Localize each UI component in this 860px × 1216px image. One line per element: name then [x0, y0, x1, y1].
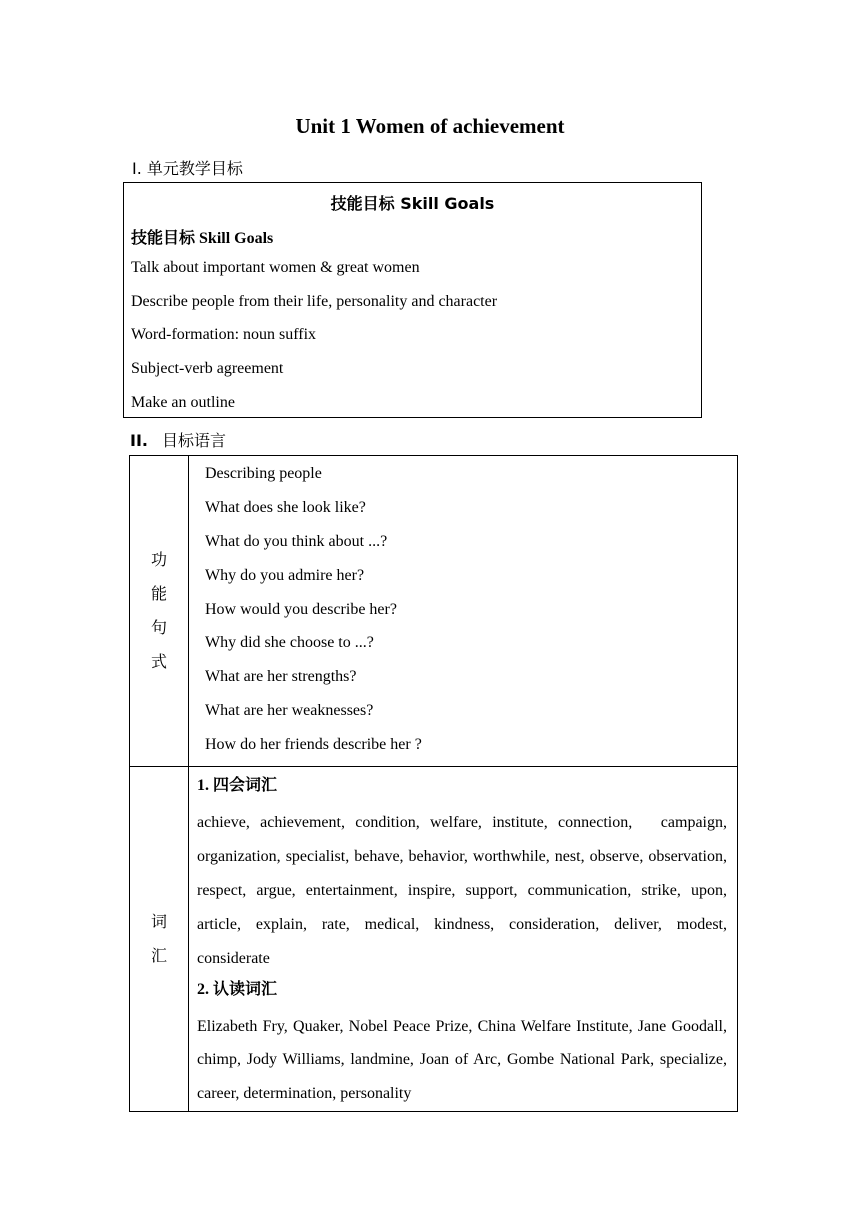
vocab-group1-words: achieve, achievement, condition, welfare, institute, connection, campaign, organization, specialist, behave, behavior, worthwhile, nest, observe, observation, respect, argue, entertainment, inspire, support, communication, strike, upon, article, explain, rate, medical, kindness, consideration, deliver, modest, considerate — [197, 814, 727, 967]
function-sentence: What do you think about ...? — [205, 532, 388, 550]
document-title: Unit 1 Women of achievement — [295, 114, 565, 138]
vocab-group2-words: Elizabeth Fry, Quaker, Nobel Peace Prize, China Welfare Institute, Jane Goodall, chimp, Jody Williams, landmine, Joan of Arc, Gombe National Park, specialize, career, determination, personality — [197, 1017, 727, 1103]
vocabulary-row — [130, 767, 738, 1112]
section2-heading: II. 目标语言 — [130, 431, 226, 450]
target-language-table — [129, 455, 738, 1112]
function-sentence: What does she look like? — [205, 498, 366, 516]
skill-goals-box — [123, 182, 702, 418]
skill-goals-subtitle: 技能目标 Skill Goals — [131, 228, 274, 247]
section1-heading: Ⅰ. 单元教学目标 — [132, 159, 243, 178]
functions-content — [189, 456, 738, 767]
skill-goals-box-title: 技能目标 Skill Goals — [330, 194, 495, 213]
function-sentence: Why do you admire her? — [205, 566, 365, 584]
function-sentence: Why did she choose to ...? — [205, 634, 374, 652]
skill-goal-item: Describe people from their life, personality and character — [131, 293, 498, 310]
skill-goal-item: Make an outline — [131, 394, 235, 411]
function-sentence: What are her weaknesses? — [205, 702, 374, 720]
vocab-group2-heading: 2. 认读词汇 — [197, 978, 278, 998]
functions-row — [130, 456, 738, 767]
functions-label: 功 能 句 式 — [130, 456, 189, 767]
function-sentence: How would you describe her? — [205, 600, 397, 618]
vocabulary-label: 词 汇 — [130, 767, 189, 1112]
function-sentence: What are her strengths? — [205, 668, 357, 686]
vocab-group1-heading: 1. 四会词汇 — [197, 775, 278, 795]
skill-goal-item: Word-formation: noun suffix — [131, 326, 317, 343]
skill-goal-item: Talk about important women & great women — [131, 259, 420, 276]
skill-goal-item: Subject-verb agreement — [131, 360, 284, 377]
vocabulary-content — [189, 767, 738, 1112]
function-sentence: How do her friends describe her ? — [205, 736, 422, 754]
function-sentence: Describing people — [205, 465, 322, 482]
